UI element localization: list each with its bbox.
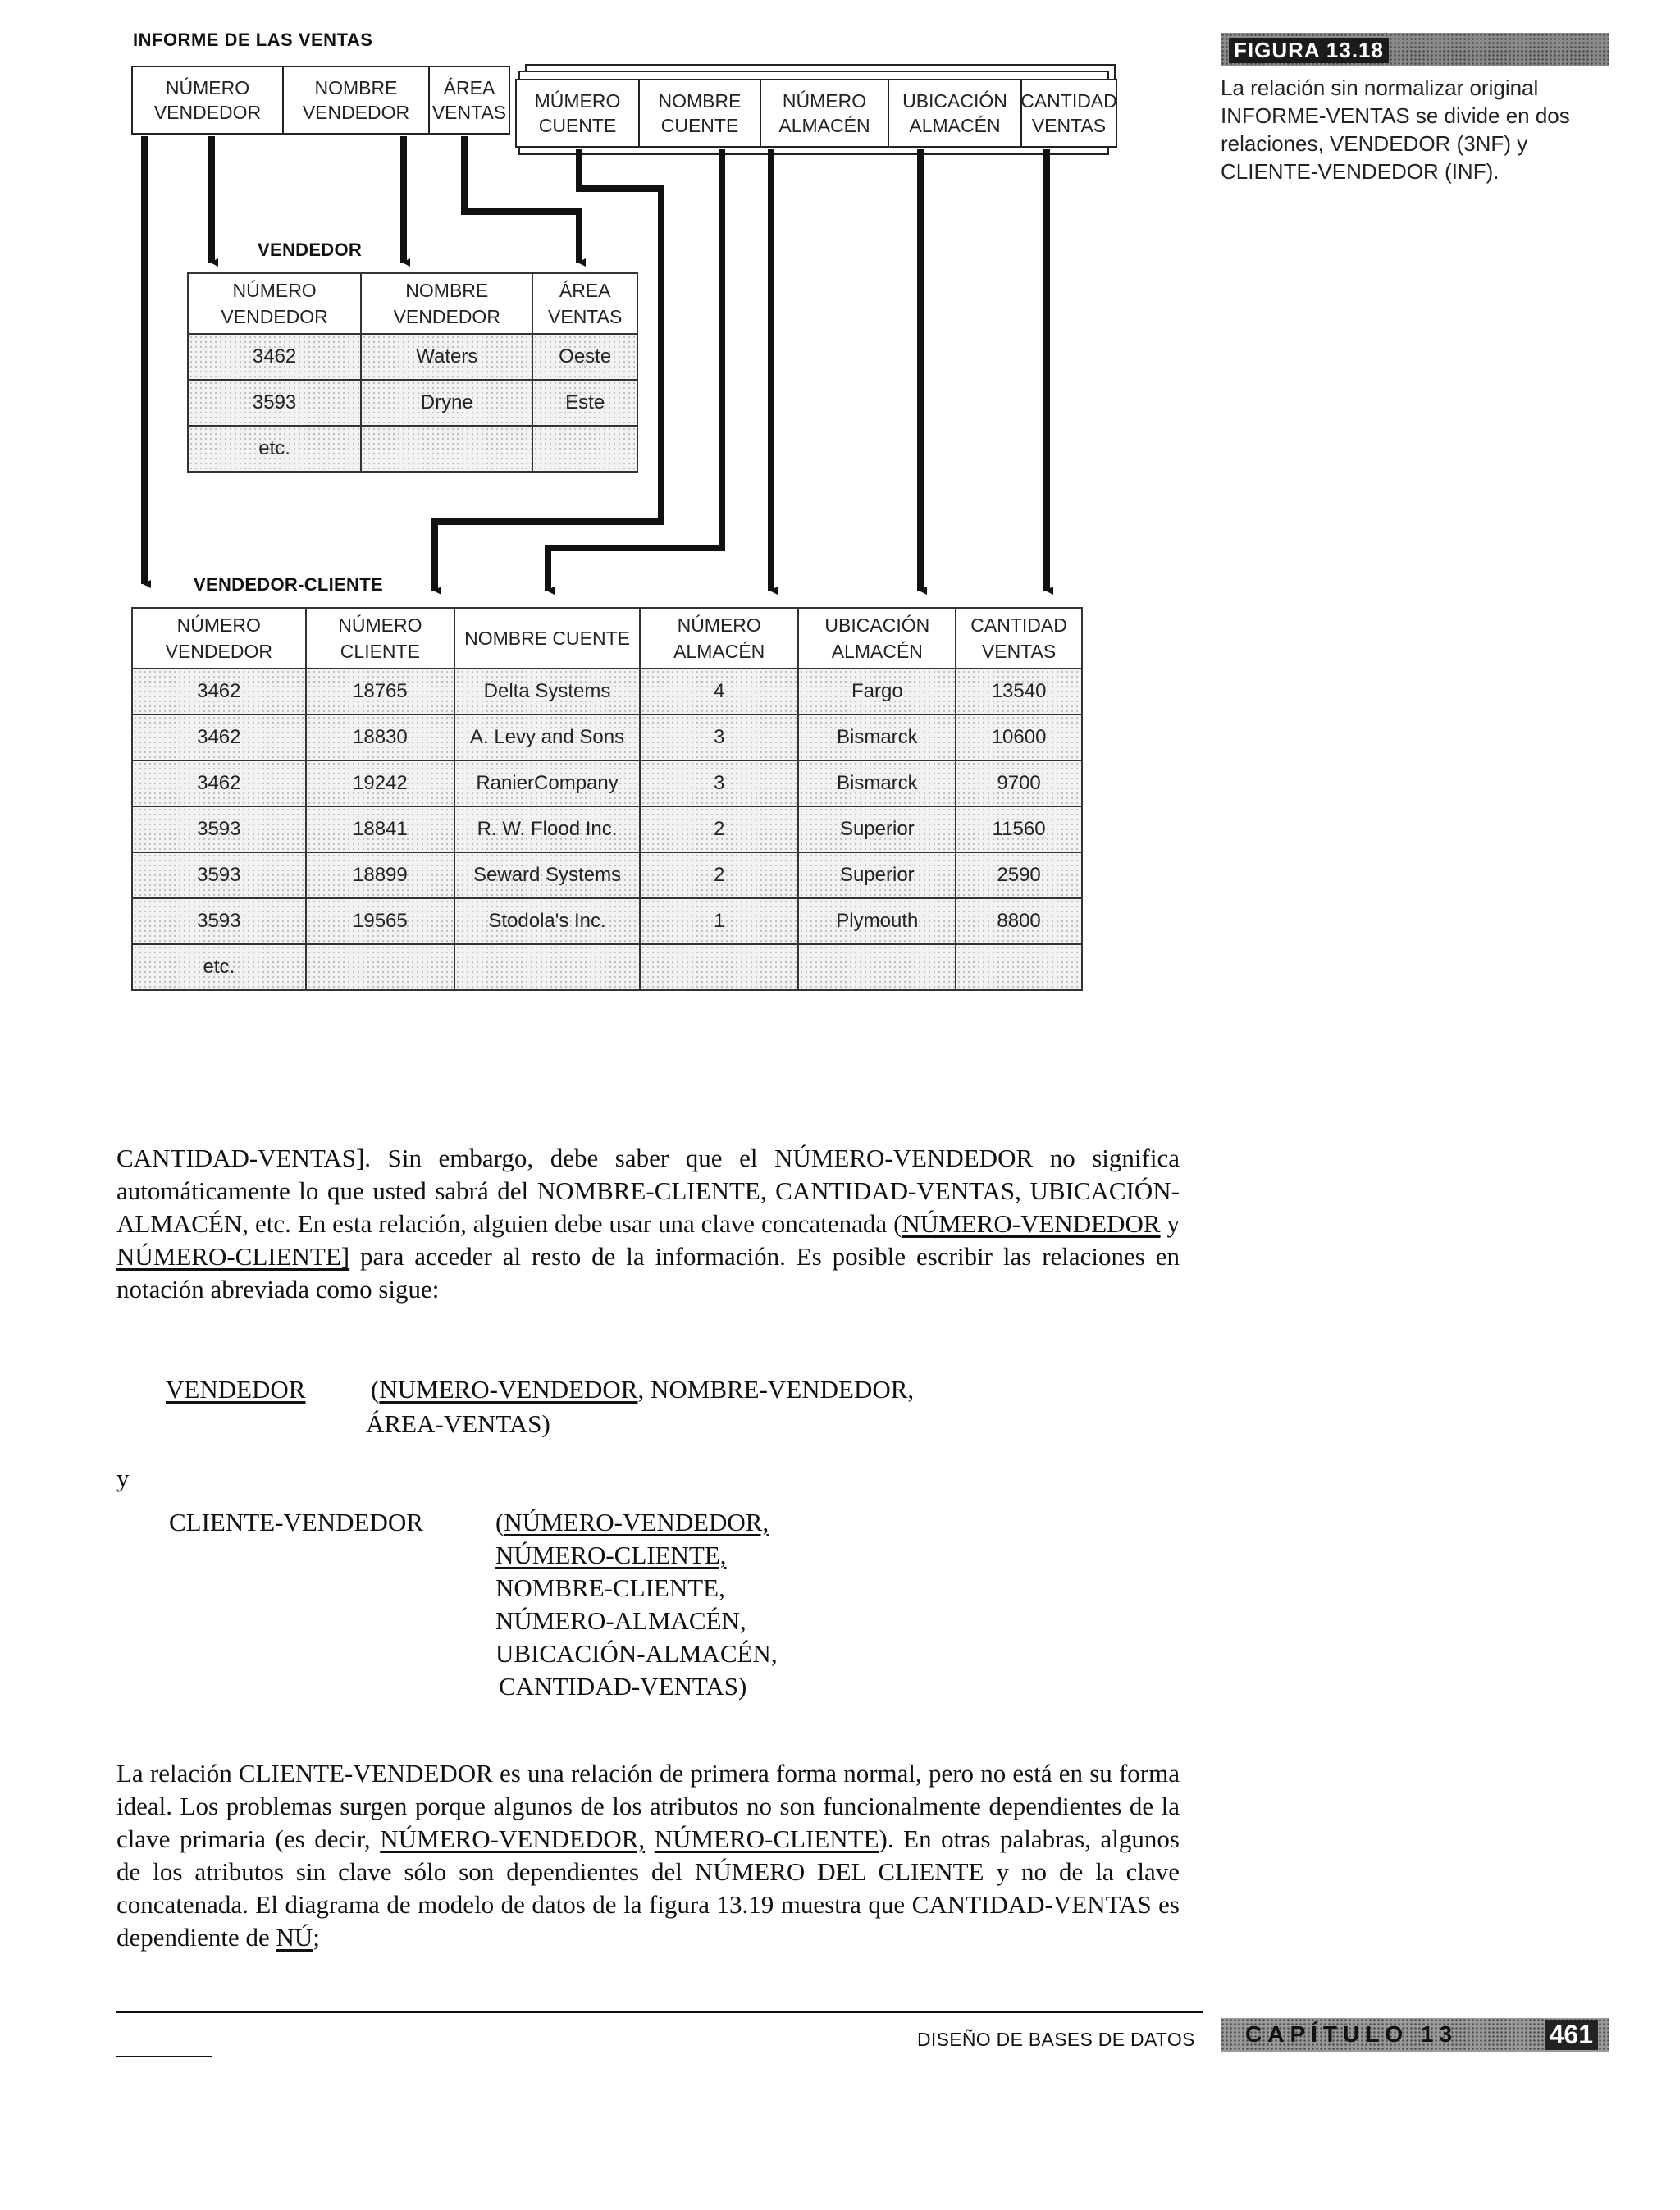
column-header: NÚMERO VENDEDOR [132, 608, 306, 669]
text-run: ). En otras palabras, algunos de los atributos sin clave sólo son dependientes del NÚMERO DEL CLIENTE y no de la clave concatenada. El diagrama de modelo de datos de la figura 13.19 muestra que CANTIDAD-VENTAS es dependiente de [116, 1824, 1180, 1952]
table-cell: 3593 [132, 852, 306, 898]
chapter-badge [1221, 2018, 1609, 2052]
running-footer-title: DISEÑO DE BASES DE DATOS [917, 2029, 1195, 2050]
table-cell: 2 [640, 852, 799, 898]
figure-badge [1221, 33, 1609, 66]
vendedor-cliente-title: VENDEDOR-CLIENTE [194, 574, 383, 595]
vendedor-table [187, 272, 638, 473]
table-cell [956, 944, 1082, 990]
table-cell: 19565 [306, 898, 455, 944]
text-run: ( [371, 1375, 380, 1404]
table-row [188, 380, 637, 426]
relation-name: VENDEDOR [166, 1375, 306, 1404]
page-number: 461 [1545, 2020, 1598, 2050]
source-header-cell: NOMBRE VENDEDOR [282, 66, 430, 135]
table-cell: 2590 [956, 852, 1082, 898]
key-attribute: NÚMERO-CLIENTE] [116, 1242, 350, 1271]
relation-attribute: NÚMERO-ALMACÉN, [495, 1606, 746, 1635]
figure-caption: La relación sin normalizar original INFORME-VENTAS se divide en dos relaciones, VENDEDOR (3NF) y CLIENTE-VENDEDOR (INF). [1221, 75, 1570, 184]
table-row [132, 715, 1082, 760]
table-cell [798, 944, 956, 990]
table-cell: 3462 [132, 669, 306, 715]
key-attribute: NÚ [276, 1923, 313, 1952]
table-cell: Bismarck [798, 715, 956, 760]
chapter-label: CAPÍTULO 13 [1245, 2021, 1459, 2047]
text-run [645, 1824, 655, 1853]
column-header: CANTIDAD VENTAS [956, 608, 1082, 669]
column-header: NOMBRE CUENTE [454, 608, 640, 669]
text-run: y [1160, 1209, 1180, 1238]
table-cell: 3462 [132, 760, 306, 806]
table-header-row [132, 608, 1082, 669]
table-row [132, 760, 1082, 806]
table-cell: 3462 [188, 334, 361, 380]
table-cell: Superior [798, 806, 956, 852]
relation-attributes [371, 1373, 914, 1406]
table-cell: Seward Systems [454, 852, 640, 898]
table-cell: 3593 [188, 380, 361, 426]
table-cell [454, 944, 640, 990]
relation-attribute: UBICACIÓN-ALMACÉN, [495, 1639, 778, 1668]
table-cell: 2 [640, 806, 799, 852]
key-attribute: NUMERO-VENDEDOR [379, 1375, 638, 1404]
table-cell: RanierCompany [454, 760, 640, 806]
column-header: UBICACIÓN ALMACÉN [798, 608, 956, 669]
source-header-cell: UBICACIÓN ALMACÉN [888, 79, 1022, 148]
relation-name: CLIENTE-VENDEDOR [169, 1508, 423, 1536]
table-header-row [188, 273, 637, 334]
table-cell: Oeste [532, 334, 637, 380]
column-header: NOMBRE VENDEDOR [361, 273, 532, 334]
table-cell: 3593 [132, 806, 306, 852]
column-header: NÚMERO VENDEDOR [188, 273, 361, 334]
relation-key-2: NÚMERO-CLIENTE, [495, 1541, 727, 1569]
table-cell [640, 944, 799, 990]
table-cell: 18841 [306, 806, 455, 852]
key-attribute: NÚMERO-VENDEDOR, [380, 1824, 646, 1853]
footer-rule-bottom [116, 2056, 212, 2057]
table-cell: R. W. Flood Inc. [454, 806, 640, 852]
vendedor-title: VENDEDOR [258, 240, 363, 260]
table-cell: 1 [640, 898, 799, 944]
table-cell: Stodola's Inc. [454, 898, 640, 944]
text-run: La relación CLIENTE-VENDEDOR es una relación de primera forma normal, pero no está en su forma ideal. Los problemas surgen porque algunos de los atributos no son funcionalmente dependientes de la clave primaria (es decir, [116, 1759, 1180, 1853]
table-cell: 10600 [956, 715, 1082, 760]
text-run: ; [313, 1923, 320, 1952]
table-cell [361, 426, 532, 472]
arrow-line [464, 136, 579, 263]
key-attribute: NÚMERO-CLIENTE [654, 1824, 879, 1853]
table-cell: etc. [188, 426, 361, 472]
table-cell: 3593 [132, 898, 306, 944]
table-cell: 18830 [306, 715, 455, 760]
source-header-cell: ÁREA VENTAS [428, 66, 510, 135]
footer-rule-top [116, 2011, 1203, 2013]
text-run: CANTIDAD-VENTAS]. Sin embargo, debe saber que el NÚMERO-VENDEDOR no significa automáticamente lo que usted sabrá del NOMBRE-CLIENTE, CANTIDAD-VENTAS, UBICACIÓN-ALMACÉN, etc. En esta relación, alguien debe usar una clave concatenada ( [116, 1144, 1180, 1238]
table-cell: 11560 [956, 806, 1082, 852]
table-cell: Bismarck [798, 760, 956, 806]
vendedor-cliente-table [131, 607, 1083, 991]
column-header: ÁREA VENTAS [532, 273, 637, 334]
source-header-cell: MÚMERO CUENTE [515, 79, 640, 148]
table-cell: 9700 [956, 760, 1082, 806]
paragraph-2 [116, 1757, 1180, 1954]
table-cell: 8800 [956, 898, 1082, 944]
table-cell: 18899 [306, 852, 455, 898]
table-row [132, 944, 1082, 990]
table-cell [306, 944, 455, 990]
source-header-cell: NÚMERO VENDEDOR [131, 66, 284, 135]
table-cell: Superior [798, 852, 956, 898]
table-cell [532, 426, 637, 472]
table-cell: Fargo [798, 669, 956, 715]
column-header: NÚMERO CLIENTE [306, 608, 455, 669]
source-header-cell: NÚMERO ALMACÉN [760, 79, 889, 148]
table-cell: 13540 [956, 669, 1082, 715]
table-cell: 3462 [132, 715, 306, 760]
table-cell: Este [532, 380, 637, 426]
table-row [132, 898, 1082, 944]
text-run: ( [495, 1508, 504, 1536]
source-header-cell: NOMBRE CUENTE [638, 79, 761, 148]
table-row [132, 669, 1082, 715]
key-attribute: NÚMERO-VENDEDOR [902, 1209, 1161, 1238]
source-relation-title: INFORME DE LAS VENTAS [133, 30, 373, 50]
conjunction-y: y [116, 1463, 130, 1492]
table-cell: Delta Systems [454, 669, 640, 715]
figure-number: FIGURA 13.18 [1229, 38, 1389, 63]
relation-key-1 [495, 1506, 769, 1539]
table-row [188, 334, 637, 380]
table-cell: 19242 [306, 760, 455, 806]
source-header-cell: CANTIDAD VENTAS [1020, 79, 1117, 148]
table-cell: 4 [640, 669, 799, 715]
table-row [132, 852, 1082, 898]
table-cell: 3 [640, 760, 799, 806]
table-cell: Plymouth [798, 898, 956, 944]
column-header: NÚMERO ALMACÉN [640, 608, 799, 669]
text-run: para acceder al resto de la información. Es posible escribir las relaciones en notación abreviada como sigue: [116, 1242, 1180, 1304]
table-cell: etc. [132, 944, 306, 990]
table-cell: Waters [361, 334, 532, 380]
text-run: , NOMBRE-VENDEDOR, [637, 1375, 915, 1404]
paragraph-1 [116, 1142, 1180, 1306]
table-cell: Dryne [361, 380, 532, 426]
table-row [132, 806, 1082, 852]
table-cell: A. Levy and Sons [454, 715, 640, 760]
table-cell: 18765 [306, 669, 455, 715]
table-row [188, 426, 637, 472]
relation-attributes-line2: ÁREA-VENTAS) [366, 1409, 550, 1438]
relation-attribute: CANTIDAD-VENTAS) [499, 1672, 747, 1701]
relation-attribute: NOMBRE-CLIENTE, [495, 1573, 725, 1602]
key-attribute: NÚMERO-VENDEDOR, [504, 1508, 769, 1536]
table-cell: 3 [640, 715, 799, 760]
